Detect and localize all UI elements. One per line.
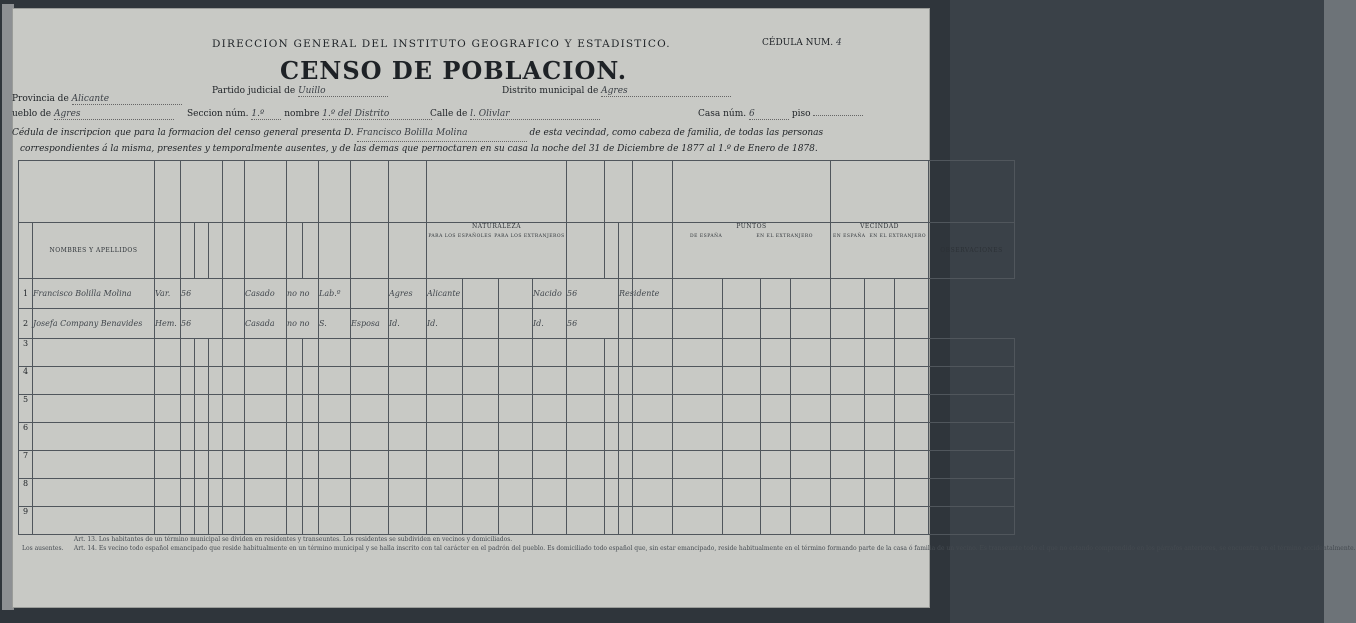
- census-table: [18, 160, 1015, 535]
- col-observaciones: OBSERVACIONES: [929, 223, 1015, 279]
- table-row: 2 Josefa Company Benavides Hem. 56 Casada no no S. Esposa Id. Id. Id. 56: [19, 309, 1015, 339]
- pueblo-field: ueblo de Agres: [12, 109, 174, 120]
- census-form-page: [12, 8, 1356, 608]
- page-title: CENSO DE POBLACION.: [280, 56, 628, 85]
- table-row: 1 Francisco Bolilla Molina Var. 56 Casado no no Lab.º Agres Alicante Nacido 56 Residente: [19, 279, 1015, 309]
- table-row: 7: [19, 451, 1015, 479]
- instructions-row: [19, 161, 1015, 223]
- col-naturaleza: NATURALEZA PARA LOS ESPAÑOLES PARA LOS EXTRANJEROS: [427, 223, 567, 279]
- col-puntos: PUNTOS DE ESPAÑA EN EL EXTRANJERO: [673, 223, 831, 279]
- table-row: 3: [19, 339, 1015, 367]
- agency-header: DIRECCION GENERAL DEL INSTITUTO GEOGRAFICO Y ESTADISTICO.: [212, 38, 671, 50]
- instruction-block: [19, 161, 155, 223]
- cedula-number: CÉDULA NUM. 4: [762, 38, 842, 48]
- table-row: 9: [19, 507, 1015, 535]
- table-row: 5: [19, 395, 1015, 423]
- distrito-field: Distrito municipal de Agres: [502, 86, 731, 97]
- table-row: 6: [19, 423, 1015, 451]
- table-row: 8: [19, 479, 1015, 507]
- table-row: 4: [19, 367, 1015, 395]
- col-nombres: NOMBRES Y APELLIDOS: [33, 223, 155, 279]
- intro-text: Cédula de inscripcion que para la formacion del censo general presenta D. Francisco Bolilla Molina de esta vecindad, como cabeza de familia, de todas las personas correspondientes á la misma, presentes y temporalmente ausentes, y de las demas que pernoctaren en su casa la noche del 31 de Diciembre de 1877 al 1.º de Enero de 1878.: [12, 128, 824, 154]
- calle-field: Calle de l. Olivlar: [430, 109, 600, 120]
- casa-field: Casa núm. 6 piso: [698, 109, 863, 120]
- footer-notes: Art. 13. Los habitantes de un término municipal se dividen en residentes y transeuntes. Los residentes se subdividen en vecinos y domiciliados. Los ausentes. Art. 14. Es vecino todo español emancipado que reside habitualmente en un término municipal y se halla inscrito con tal carácter en el padrón del pueblo. Es domiciliado todo español que, sin estar emancipado, reside habitualmente en el término formando parte de la casa ó familia de un vecino. Es transeunte todo el que no estando comprendido en los párrafos anteriores, se encuentra en el término accidentalmente.: [22, 536, 1356, 552]
- seccion-field: Seccion núm. 1.º nombre 1.º del Distrito: [187, 109, 432, 120]
- partido-field: Partido judicial de Uuillo: [212, 86, 388, 97]
- provincia-field: Provincia de Alicante: [12, 94, 182, 105]
- column-header-row: [19, 223, 1015, 279]
- page-right-edge: [1324, 0, 1356, 623]
- col-vecindad: VECINDAD EN ESPAÑA EN EL EXTRANJERO: [831, 223, 929, 279]
